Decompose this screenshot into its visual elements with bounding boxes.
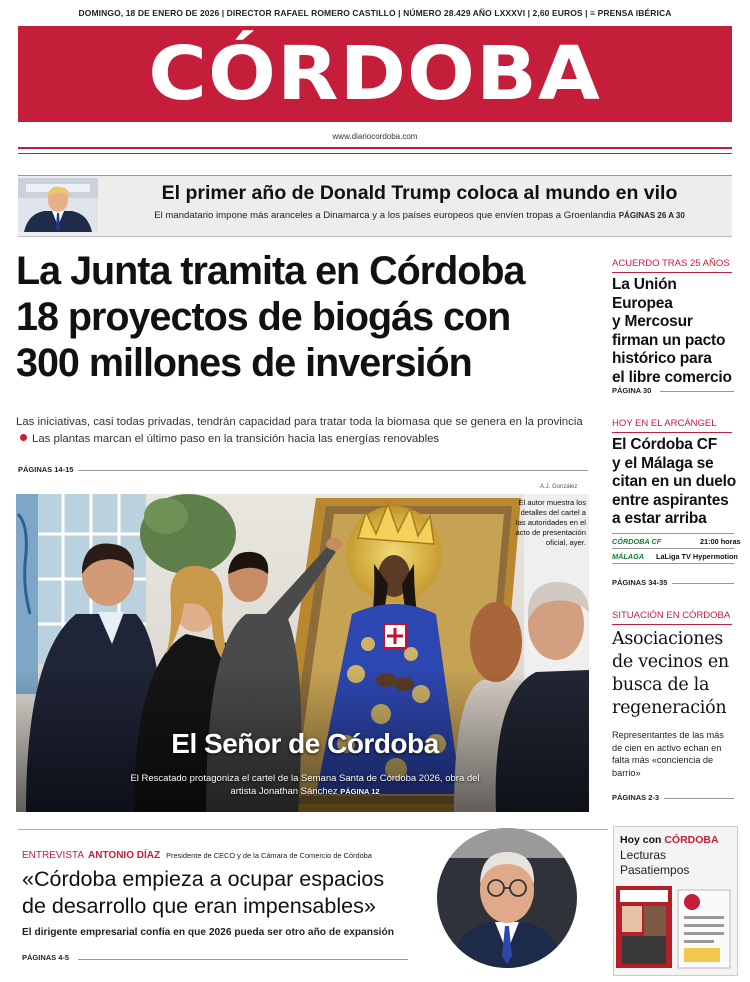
photo-subtitle <box>120 772 490 798</box>
promo-items <box>620 848 689 878</box>
sidebar-rule <box>612 272 732 273</box>
sidebar-asociaciones-body: Representantes de las más de cien en activo echan en falta más «conciencia de barrio» <box>612 730 724 778</box>
sidebar-line: de vecinos en <box>612 652 729 672</box>
interview-name: ANTONIO DÍAZ <box>88 850 161 861</box>
sidebar-line: citan en un duelo <box>612 473 737 490</box>
sidebar-line: entre aspirantes <box>612 491 729 509</box>
trump-subhead-text: El mandatario impone más aranceles a Dinamarca y a los países europeos que envíen tropas a Groenlandia <box>154 210 617 221</box>
sidebar-rule <box>612 624 732 625</box>
trump-subhead <box>112 210 727 221</box>
promo-prefix: Hoy con <box>620 834 662 846</box>
sidebar-story-cordoba-cf[interactable] <box>612 436 737 529</box>
promo-item-pasatiempos: Pasatiempos <box>620 863 690 877</box>
newspaper-title: CÓRDOBA <box>148 31 602 117</box>
sidebar-rule <box>612 432 732 433</box>
interview-role: Presidente de CECO y de la Cámara de Comercio de Córdoba <box>166 851 372 860</box>
promo-item-lecturas: Lecturas <box>620 848 667 862</box>
match-time: 21:00 horas <box>700 537 741 546</box>
interview-pages[interactable]: PÁGINAS 4-5 <box>22 953 70 962</box>
sidebar-pages-rule <box>672 583 734 584</box>
photo-title[interactable]: El Señor de Córdoba <box>171 728 439 759</box>
sidebar-line: La Unión Europea <box>612 276 677 312</box>
interview-subhead: El dirigente empresarial confía en que 2026 pueda ser otro año de expansión <box>22 927 394 938</box>
masthead-banner <box>18 26 732 122</box>
sidebar-pages-rule <box>660 391 734 392</box>
sidebar-rule-gray <box>612 563 734 564</box>
subhead-b: Las plantas marcan el último paso en la transición hacia las energías renovables <box>32 433 440 445</box>
photo-caption: El autor muestra los detalles del cartel a las autoridades en el acto de presentación oficial, ayer. <box>515 498 586 547</box>
masthead-rule-thin <box>18 153 732 154</box>
sidebar-story-mercosur[interactable] <box>612 276 737 387</box>
sidebar-rule-gray <box>612 548 734 549</box>
sidebar-rule-gray <box>612 533 734 534</box>
interview-pages-rule <box>78 959 408 960</box>
trump-headline[interactable]: El primer año de Donald Trump coloca al mundo en vilo <box>161 182 678 204</box>
sidebar-label-mercosur: ACUERDO TRAS 25 AÑOS <box>612 258 730 269</box>
quote-line: de desarrollo que eran impensables» <box>22 894 376 918</box>
sidebar-label-arcangel: HOY EN EL ARCÁNGEL <box>612 418 717 429</box>
interview-label <box>22 850 372 861</box>
sidebar-page-30[interactable]: PÁGINA 30 <box>612 386 652 395</box>
sidebar-label-situacion: SITUACIÓN EN CÓRDOBA <box>612 610 731 621</box>
sidebar-line: busca de la <box>612 675 710 695</box>
match-channel: LaLiga TV Hypermotion <box>656 552 738 561</box>
sidebar-pages-2-3[interactable]: PÁGINAS 2-3 <box>612 793 660 802</box>
trump-photo <box>18 178 98 232</box>
photo-page[interactable]: PÁGINA 12 <box>340 787 380 796</box>
masthead-rule <box>18 147 732 149</box>
sidebar-line: regeneración <box>612 698 727 718</box>
main-pages[interactable]: PÁGINAS 14-15 <box>18 465 74 474</box>
headline-line: 300 millones de inversión <box>16 341 472 385</box>
headline-line: 18 proyectos de biogás con <box>16 295 511 339</box>
main-subhead <box>16 414 594 448</box>
sidebar-line: el libre comercio <box>612 368 732 386</box>
main-pages-rule <box>78 470 588 471</box>
sidebar-pages-rule <box>664 798 734 799</box>
team-malaga: MÁLAGA <box>612 552 645 561</box>
sidebar-line: y el Málaga se <box>612 454 714 472</box>
website-url[interactable]: www.diariocordoba.com <box>332 132 418 141</box>
sidebar-line: a estar arriba <box>612 510 707 527</box>
subhead-a: Las iniciativas, casi todas privadas, tendrán capacidad para tratar toda la biomasa que se genera en la provincia <box>16 416 583 428</box>
trump-pages[interactable]: PÁGINAS 26 A 30 <box>618 211 685 220</box>
interview-quote[interactable] <box>22 866 432 920</box>
photo-credit: A.J. González <box>540 484 578 490</box>
masthead-topline: DOMINGO, 18 DE ENERO DE 2026 | DIRECTOR RAFAEL ROMERO CASTILLO | NÚMERO 28.429 AÑO LXXXVI | 2,60 EUROS | ≡ PRENSA IBÉRICA <box>78 8 672 18</box>
interview-kicker: ENTREVISTA <box>22 850 85 861</box>
sidebar-line: Asociaciones <box>612 629 723 649</box>
main-headline[interactable] <box>16 248 596 386</box>
photo-senor-de-cordoba[interactable] <box>16 494 589 812</box>
sidebar-line: firman un pacto <box>612 331 726 349</box>
sidebar-line: y Mercosur <box>612 313 693 330</box>
photo-subtitle-text: El Rescatado protagoniza el cartel de la Semana Santa de Córdoba 2026, obra del artista Jonathan Sánchez <box>130 773 480 797</box>
match-tv-row <box>612 552 738 561</box>
sidebar-line: El Córdoba CF <box>612 436 718 453</box>
promo-brand: CÓRDOBA <box>664 834 719 846</box>
headline-line: La Junta tramita en Córdoba <box>16 249 525 293</box>
quote-line: «Córdoba empieza a ocupar espacios <box>22 867 385 891</box>
supplement-covers[interactable] <box>616 884 732 970</box>
antonio-diaz-portrait <box>437 828 577 968</box>
match-info-row <box>612 537 741 546</box>
red-bullet-icon <box>20 434 27 441</box>
team-cordoba-cf: CÓRDOBA CF <box>612 537 662 546</box>
sidebar-pages-34-35[interactable]: PÁGINAS 34-35 <box>612 578 668 587</box>
sidebar-line: histórico para <box>612 350 712 367</box>
promo-heading <box>620 834 719 846</box>
sidebar-story-asociaciones[interactable] <box>612 628 742 720</box>
